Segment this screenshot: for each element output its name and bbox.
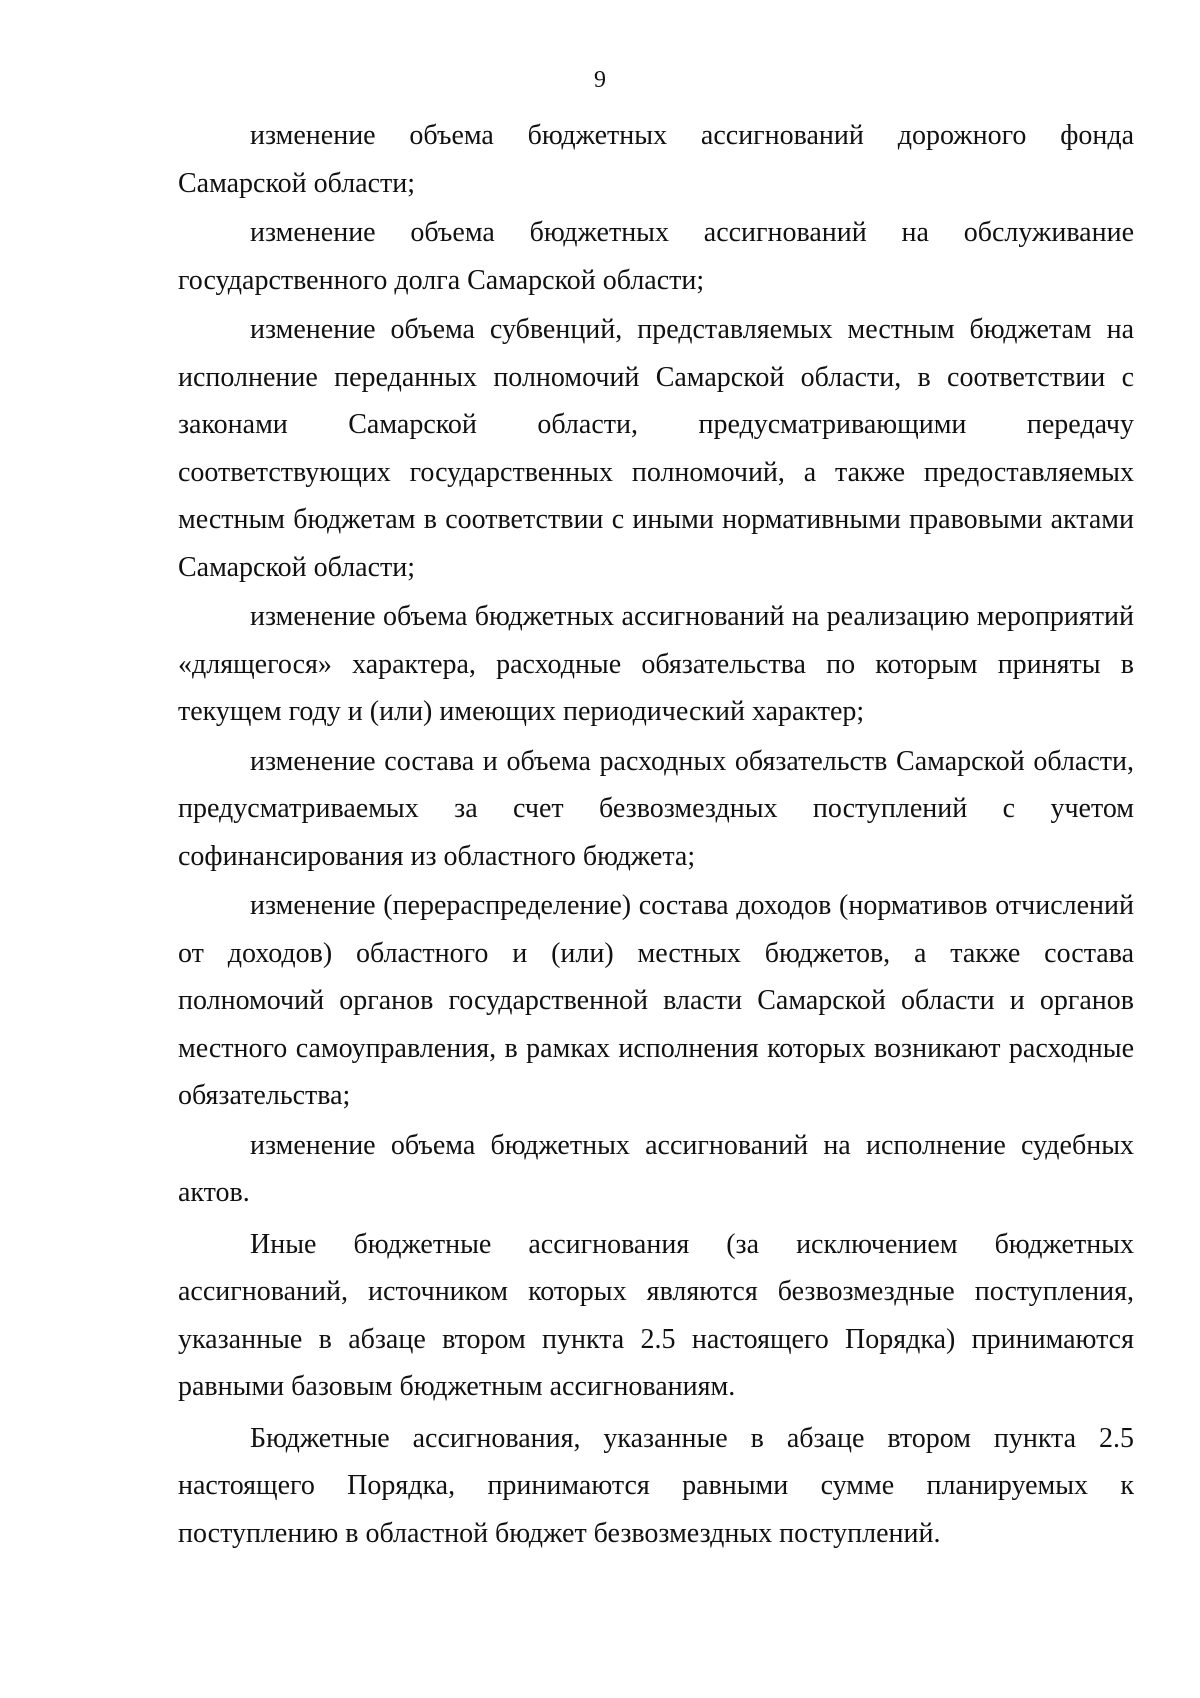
- paragraph-subventions: изменение объема субвенций, представляемых местным бюджетам на исполнение переданных полномочий Самарской области, в соответствии с законами Самарской области, предусматривающими передачу соответствующих государственных полномочий, а также предоставляемых местным бюджетам в соответствии с иными нормативными правовыми актами Самарской области;: [178, 314, 1134, 583]
- paragraph-gratuitous-receipts: Бюджетные ассигнования, указанные в абзаце втором пункта 2.5 настоящего Порядка, принимаются равными сумме планируемых к поступлению в областной бюджет безвозмездных поступлений.: [178, 1422, 1134, 1549]
- paragraph-long-term-measures: изменение объема бюджетных ассигнований на реализацию мероприятий «длящегося» характера, расходные обязательства по которым приняты в текущем году и (или) имеющих периодический характер;: [178, 601, 1134, 727]
- paragraph-debt-service: изменение объема бюджетных ассигнований на обслуживание государственного долга Самарской области;: [178, 217, 1134, 296]
- paragraph-court-acts: изменение объема бюджетных ассигнований на исполнение судебных актов.: [178, 1129, 1134, 1208]
- paragraph-road-fund: изменение объема бюджетных ассигнований дорожного фонда Самарской области;: [178, 120, 1134, 199]
- page-number: 9: [594, 67, 606, 93]
- paragraph-other-allocations: Иные бюджетные ассигнования (за исключением бюджетных ассигнований, источником которых являются безвозмездные поступления, указанные в абзаце втором пункта 2.5 настоящего Порядка) принимаются равными базовым бюджетным ассигнованиям.: [178, 1228, 1134, 1402]
- paragraph-revenue-redistribution: изменение (перераспределение) состава доходов (нормативов отчислений от доходов) областного и (или) местных бюджетов, а также состава полномочий органов государственной власти Самарской области и органов местного самоуправления, в рамках исполнения которых возникают расходные обязательства;: [178, 890, 1134, 1111]
- paragraph-obligations-composition: изменение состава и объема расходных обязательств Самарской области, предусматриваемых за счет безвозмездных поступлений с учетом софинансирования из областного бюджета;: [178, 745, 1134, 872]
- document-body: [178, 112, 1134, 1559]
